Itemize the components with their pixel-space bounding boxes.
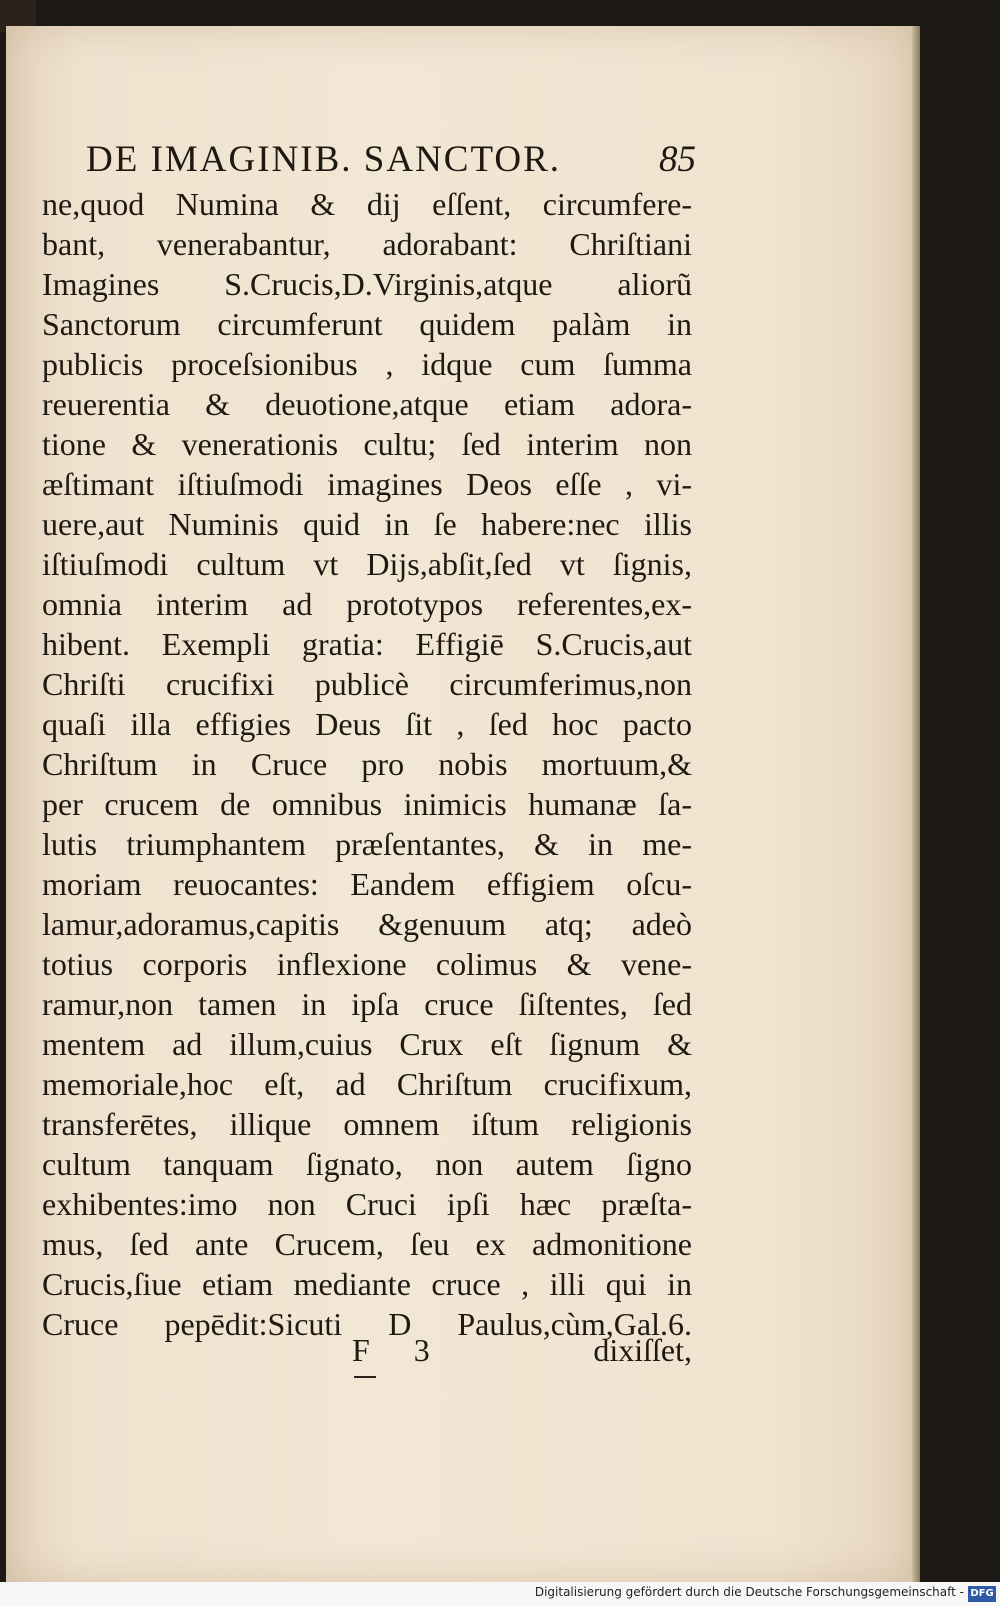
text-line: per crucem de omnibus inimicis humanæ ſa- — [42, 786, 692, 822]
text-line: hibent. Exempli gratia: Effigiē S.Crucis,aut — [42, 626, 692, 662]
page-footer — [42, 1332, 692, 1378]
text-line: publicis proceſsionibus , idque cum ſumma — [42, 346, 692, 382]
text-line: Sanctorum circumferunt quidem palàm in — [42, 306, 692, 342]
running-title: DE IMAGINIB. SANCTOR. — [86, 139, 562, 180]
text-line: moriam reuocantes: Eandem effigiem oſcu- — [42, 866, 692, 902]
body-text — [42, 184, 692, 1344]
text-line: quaſi illa effigies Deus ſit , ſed hoc pacto — [42, 706, 692, 742]
text-line: reuerentia & deuotione,atque etiam adora- — [42, 386, 692, 422]
text-line: Chriſtum in Cruce pro nobis mortuum,& — [42, 746, 692, 782]
text-line: iſtiuſmodi cultum vt Dijs,abſit,ſed vt ſignis, — [42, 546, 692, 582]
text-line: lamur,adoramus,capitis &genuum atq; adeò — [42, 906, 692, 942]
page-number: 85 — [659, 139, 696, 180]
text-line: Crucis,ſiue etiam mediante cruce , illi qui in — [42, 1266, 692, 1302]
text-line: lutis triumphantem præſentantes, & in me- — [42, 826, 692, 862]
book-page — [6, 26, 912, 1582]
credit-bar — [0, 1582, 1000, 1606]
signature-underline — [354, 1376, 376, 1378]
text-line: Cruce pepēdit:Sicuti D Paulus,cùm,Gal.6. — [42, 1306, 692, 1342]
text-line: transferētes, illique omnem iſtum religionis — [42, 1106, 692, 1142]
text-line: exhibentes:imo non Cruci ipſi hæc præſta- — [42, 1186, 692, 1222]
credit-text: Digitalisierung gefördert durch die Deutsche Forschungsgemeinschaft - — [534, 1585, 964, 1599]
text-line: omnia interim ad prototypos referentes,ex- — [42, 586, 692, 622]
catchword: dixiſſet, — [593, 1332, 692, 1368]
text-line: ne,quod Numina & dij eſſent, circumfere- — [42, 186, 692, 222]
signature-mark: F 3 — [352, 1332, 448, 1368]
text-line: Chriſti crucifixi publicè circumferimus,non — [42, 666, 692, 702]
text-line: tione & venerationis cultu; ſed interim non — [42, 426, 692, 462]
text-line: æſtimant iſtiuſmodi imagines Deos eſſe , vi- — [42, 466, 692, 502]
text-line: totius corporis inflexione colimus & vene- — [42, 946, 692, 982]
text-line: memoriale,hoc eſt, ad Chriſtum crucifixum, — [42, 1066, 692, 1102]
page-edge — [912, 26, 920, 1582]
text-line: mentem ad illum,cuius Crux eſt ſignum & — [42, 1026, 692, 1062]
dfg-logo[interactable]: DFG — [968, 1586, 996, 1602]
text-line: mus, ſed ante Crucem, ſeu ex admonitione — [42, 1226, 692, 1262]
running-head — [86, 138, 696, 184]
text-line: cultum tanquam ſignato, non autem ſigno — [42, 1146, 692, 1182]
text-line: bant, venerabantur, adorabant: Chriſtiani — [42, 226, 692, 262]
text-line: uere,aut Numinis quid in ſe habere:nec illis — [42, 506, 692, 542]
text-line: ramur,non tamen in ipſa cruce ſiſtentes, ſed — [42, 986, 692, 1022]
text-line: Imagines S.Crucis,D.Virginis,atque aliorũ — [42, 266, 692, 302]
